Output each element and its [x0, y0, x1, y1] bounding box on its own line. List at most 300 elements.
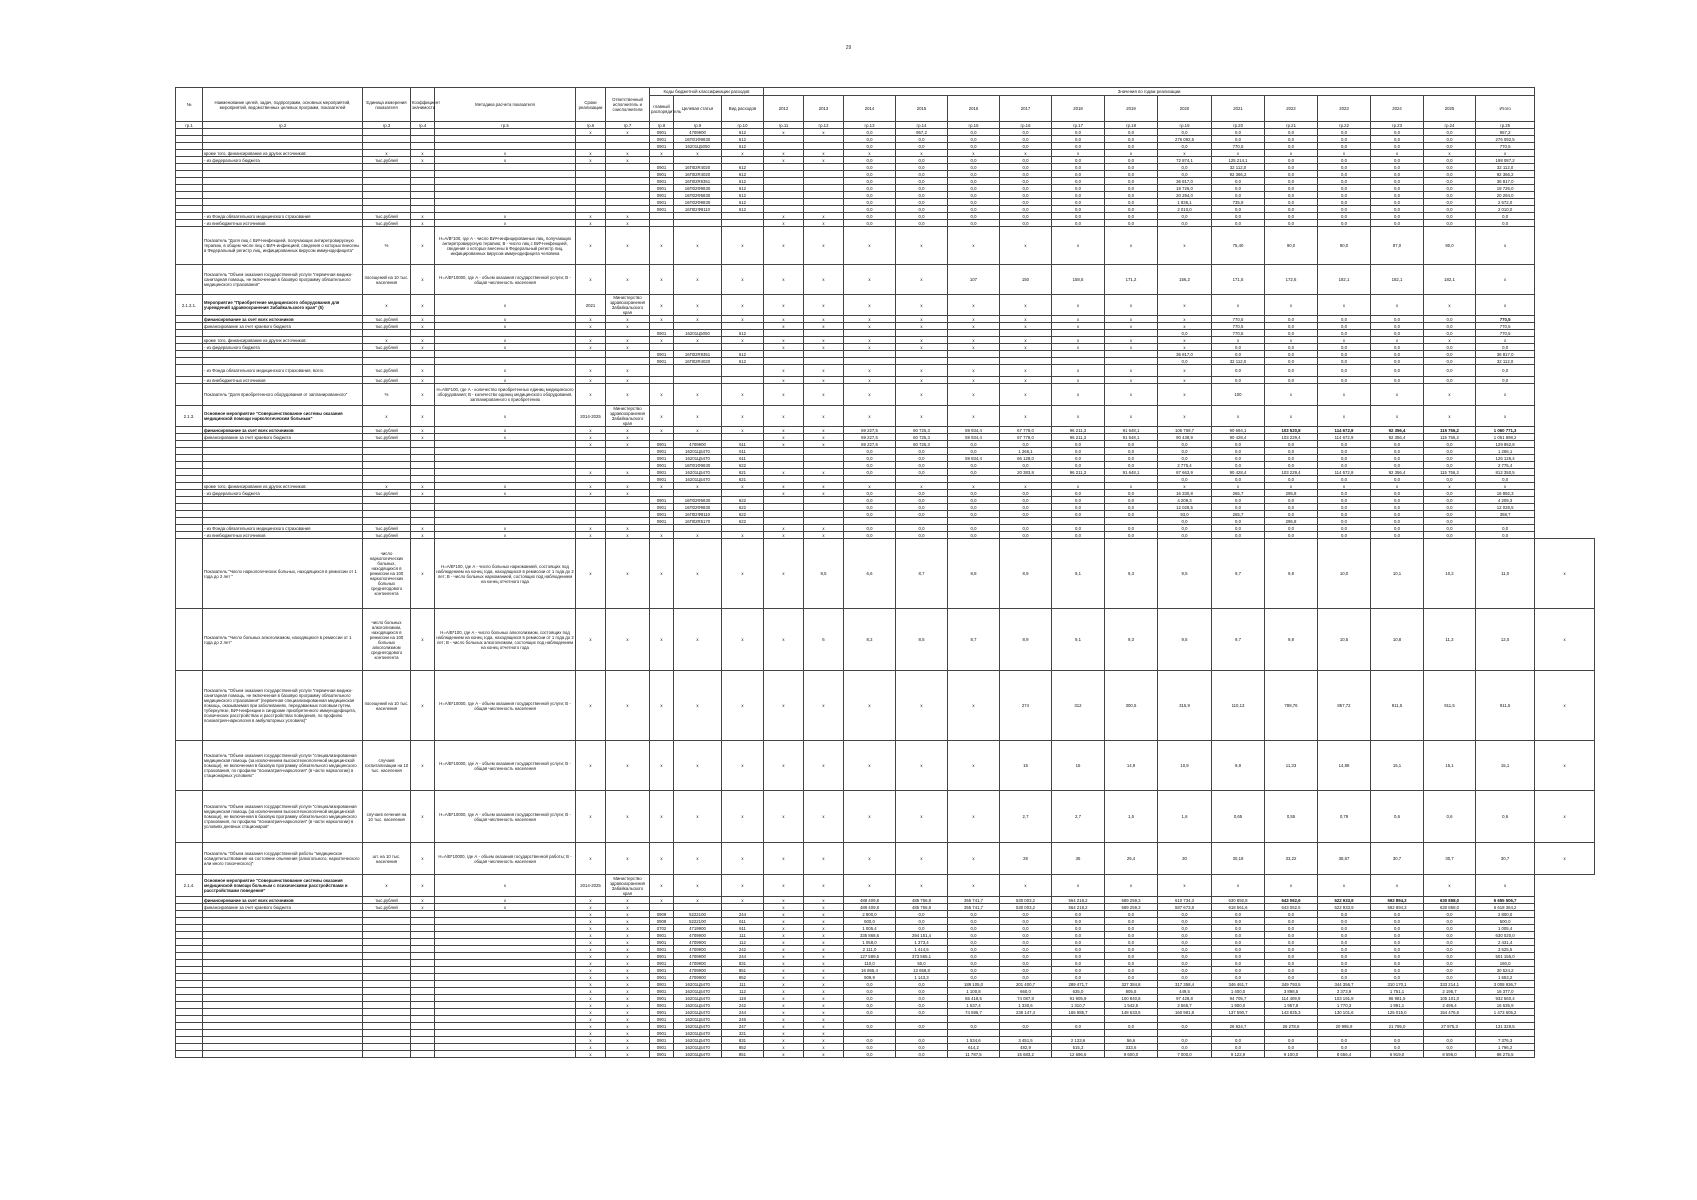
table-cell: x	[1424, 337, 1476, 344]
table-cell: x	[722, 227, 764, 265]
table-cell	[650, 220, 674, 227]
table-cell: x	[606, 129, 650, 136]
table-cell	[1000, 1030, 1052, 1037]
table-cell: x	[1318, 150, 1371, 157]
table-cell: 0,0	[1052, 157, 1105, 164]
table-cell	[1158, 1016, 1212, 1023]
table-cell: 92 366,2	[1476, 171, 1535, 178]
table-cell	[804, 178, 844, 185]
table-cell	[176, 911, 203, 918]
table-cell: 0,0	[1318, 925, 1371, 932]
header-unit: Единица измерения показателя	[363, 88, 411, 122]
table-cell: 114 672,9	[1318, 469, 1371, 476]
method-cell: x	[435, 897, 576, 904]
table-cell: 0,0	[1318, 518, 1371, 525]
table-cell: x	[606, 157, 650, 164]
table-cell	[674, 525, 722, 532]
table-cell: 3 525,5	[1476, 946, 1535, 953]
row-name-cell: - из федерального бюджета	[203, 490, 363, 497]
table-row	[176, 199, 1595, 206]
table-cell	[411, 981, 435, 988]
table-cell: 0901	[650, 995, 674, 1002]
table-cell: 0,0	[1052, 220, 1105, 227]
table-cell: 0,0	[1424, 143, 1476, 150]
table-cell: x	[1158, 344, 1212, 351]
table-cell	[363, 1037, 411, 1044]
table-cell: случаев лечения на 10 тыс. населения	[363, 791, 411, 843]
table-cell	[176, 1009, 203, 1016]
table-cell: 0,0	[1158, 974, 1212, 981]
table-cell: 0,0	[1212, 344, 1265, 351]
table-cell	[363, 185, 411, 192]
table-cell: 0901	[650, 932, 674, 939]
table-row	[176, 843, 1595, 875]
table-cell: 9 122,9	[1212, 1051, 1265, 1058]
table-cell: 16201Ц5470	[674, 1030, 722, 1037]
table-cell	[1371, 1016, 1424, 1023]
table-cell: x	[896, 875, 948, 897]
table-cell: x	[674, 150, 722, 157]
table-cell: 0,0	[948, 511, 1000, 518]
table-cell: 0,0	[1424, 206, 1476, 213]
table-row	[176, 967, 1595, 974]
table-cell: 32 112,0	[1476, 164, 1535, 171]
row-name-cell: Показатель "Объем оказания государственной работы "медицинское освидетельствование на состояние опьянения (алкогольного, наркотического или иного токсического)"	[203, 843, 363, 875]
table-cell: 4709900	[674, 939, 722, 946]
table-cell	[176, 462, 203, 469]
table-cell: 0,0	[1212, 953, 1265, 960]
table-cell: 0,0	[1371, 462, 1424, 469]
table-cell: 0,0	[948, 911, 1000, 918]
table-row	[176, 455, 1595, 462]
table-cell: 4 209,3	[1476, 497, 1535, 504]
method-cell	[435, 441, 576, 448]
table-cell	[176, 185, 203, 192]
table-cell: x	[948, 741, 1000, 791]
table-cell: x	[411, 539, 435, 609]
table-cell	[363, 455, 411, 462]
table-cell: x	[674, 539, 722, 609]
table-cell: 0,0	[896, 911, 948, 918]
table-cell: 0,0	[1424, 532, 1476, 539]
table-cell: x	[1476, 295, 1535, 316]
table-row	[176, 316, 1595, 323]
table-cell: 115 756,2	[1424, 434, 1476, 441]
table-cell: 0,0	[1158, 220, 1212, 227]
table-cell: 612	[722, 199, 764, 206]
table-cell	[1105, 358, 1158, 365]
table-cell: x	[804, 490, 844, 497]
table-cell	[411, 960, 435, 967]
table-cell: 349 793,5	[1265, 981, 1318, 988]
table-cell: x	[764, 337, 804, 344]
table-cell: x	[576, 1002, 606, 1009]
table-cell: x	[844, 295, 896, 316]
table-cell: 16201Ц5470	[674, 469, 722, 476]
table-cell: 0,0	[1000, 532, 1052, 539]
table-cell: x	[674, 875, 722, 897]
table-cell: x	[606, 344, 650, 351]
table-cell	[176, 897, 203, 904]
table-cell: 16201Ц5470	[674, 476, 722, 483]
table-cell: 488 409,8	[844, 897, 896, 904]
table-cell: 0,0	[896, 918, 948, 925]
table-cell: x	[606, 227, 650, 265]
table-cell	[411, 967, 435, 974]
table-body	[176, 122, 1595, 1058]
table-cell: 91 905,9	[1052, 995, 1105, 1002]
table-cell	[363, 351, 411, 358]
table-cell: 150	[1000, 265, 1052, 295]
table-cell: 0,0	[1265, 220, 1318, 227]
table-cell: x	[363, 295, 411, 316]
table-cell	[363, 1051, 411, 1058]
table-cell	[363, 511, 411, 518]
table-cell: x	[576, 925, 606, 932]
table-row	[176, 995, 1595, 1002]
table-cell: 16201Ц5470	[674, 1002, 722, 1009]
table-cell	[411, 178, 435, 185]
table-cell: 589 259,3	[1105, 897, 1158, 904]
table-cell: 0,0	[1212, 1037, 1265, 1044]
table-cell: 0,0	[1052, 939, 1105, 946]
method-cell	[435, 511, 576, 518]
table-cell	[576, 192, 606, 199]
table-cell: 0,0	[1212, 532, 1265, 539]
table-cell: 0,0	[1371, 178, 1424, 185]
table-cell: 0,0	[1265, 932, 1318, 939]
table-cell: 20 383,8	[1000, 469, 1052, 476]
table-cell: 0,0	[1212, 213, 1265, 220]
table-cell: x	[722, 150, 764, 157]
table-cell: x	[576, 220, 606, 227]
table-cell: x	[576, 967, 606, 974]
table-cell	[576, 171, 606, 178]
table-cell: x	[1052, 316, 1105, 323]
table-cell: x	[411, 227, 435, 265]
table-cell: x	[948, 365, 1000, 377]
table-cell: 2 565,7	[1158, 1002, 1212, 1009]
table-cell	[363, 1044, 411, 1051]
table-cell: 621	[722, 476, 764, 483]
table-cell: 11,3	[1424, 609, 1476, 671]
table-cell	[1476, 518, 1535, 525]
table-cell: 3 451,5	[1000, 1037, 1052, 1044]
table-row	[176, 358, 1595, 365]
method-cell: x	[435, 483, 576, 490]
table-cell: x	[896, 365, 948, 377]
table-cell: 0901	[650, 939, 674, 946]
table-cell	[176, 995, 203, 1002]
table-cell: x	[1158, 483, 1212, 490]
table-row	[176, 157, 1595, 164]
table-cell	[844, 330, 896, 337]
table-cell: 0,0	[1052, 504, 1105, 511]
table-cell: x	[1476, 265, 1535, 295]
table-cell: x	[804, 220, 844, 227]
method-cell	[435, 455, 576, 462]
program-table-sheet	[175, 87, 1595, 1058]
table-cell: 0,0	[1158, 939, 1212, 946]
header-term: Сроки реализации	[576, 88, 606, 122]
table-cell	[176, 1002, 203, 1009]
table-cell: 0,0	[1424, 185, 1476, 192]
table-cell	[804, 497, 844, 504]
table-cell: x	[1424, 295, 1476, 316]
method-cell	[435, 164, 576, 171]
table-cell	[363, 911, 411, 918]
table-cell: 8,2	[844, 609, 896, 671]
table-cell: тыс.рублей	[363, 344, 411, 351]
table-cell: x	[844, 671, 896, 741]
table-cell: 0,0	[1318, 455, 1371, 462]
method-cell	[435, 185, 576, 192]
table-cell: 0,0	[1052, 455, 1105, 462]
header-year: 2022	[1265, 96, 1318, 122]
table-cell: 8,9	[1000, 539, 1052, 609]
table-cell	[176, 532, 203, 539]
table-cell: x	[1535, 671, 1595, 741]
table-cell: x	[764, 988, 804, 995]
table-cell: 857,72	[1318, 671, 1371, 741]
table-cell: x	[606, 469, 650, 476]
table-cell: 0,0	[1424, 448, 1476, 455]
table-cell	[411, 164, 435, 171]
table-cell: x	[576, 469, 606, 476]
table-cell: x	[1318, 483, 1371, 490]
table-cell	[606, 185, 650, 192]
table-cell: 4709900	[674, 974, 722, 981]
table-cell: 0,0	[948, 490, 1000, 497]
table-cell: 182,1	[1318, 265, 1371, 295]
table-cell: 0,0	[844, 192, 896, 199]
table-cell: 0,0	[1158, 946, 1212, 953]
table-cell	[576, 330, 606, 337]
table-cell	[576, 455, 606, 462]
table-cell: 0,0	[1265, 511, 1318, 518]
table-cell: 9,8	[1265, 609, 1318, 671]
table-cell: x	[411, 157, 435, 164]
table-cell	[764, 462, 804, 469]
table-cell: 0,0	[896, 448, 948, 455]
table-cell: 0901	[650, 136, 674, 143]
table-cell: 770,5	[1212, 316, 1265, 323]
table-cell: 0,0	[1265, 1044, 1318, 1051]
table-cell: 831	[722, 960, 764, 967]
method-cell: x	[435, 427, 576, 434]
table-cell	[1158, 1030, 1212, 1037]
table-cell: x	[764, 469, 804, 476]
table-cell: 0,0	[1052, 974, 1105, 981]
table-cell	[411, 925, 435, 932]
table-row	[176, 497, 1595, 504]
table-cell: x	[576, 539, 606, 609]
table-cell	[650, 434, 674, 441]
table-cell: 0,0	[1318, 939, 1371, 946]
table-cell: x	[576, 1023, 606, 1030]
table-row	[176, 178, 1595, 185]
table-cell: 14,9	[1105, 741, 1158, 791]
table-cell: 0901	[650, 974, 674, 981]
table-cell: 0,0	[1424, 358, 1476, 365]
table-cell: x	[844, 316, 896, 323]
table-cell: x	[764, 946, 804, 953]
table-cell: x	[606, 150, 650, 157]
table-cell	[176, 164, 203, 171]
table-cell: 0,0	[1052, 136, 1105, 143]
table-cell: 0,0	[1212, 911, 1265, 918]
header-year: 2013	[804, 96, 844, 122]
table-cell: 0,0	[1371, 918, 1424, 925]
table-cell	[363, 981, 411, 988]
table-cell: x	[804, 981, 844, 988]
table-cell	[176, 150, 203, 157]
table-cell	[1052, 1016, 1105, 1023]
table-cell: x	[1052, 227, 1105, 265]
column-number: гр.15	[948, 122, 1000, 129]
row-name-cell	[203, 518, 363, 525]
table-cell: x	[804, 406, 844, 427]
table-cell: %	[363, 384, 411, 406]
table-cell: x	[606, 946, 650, 953]
header-total: Итого	[1476, 96, 1535, 122]
table-cell: 2014-2025	[576, 406, 606, 427]
table-cell	[1265, 1016, 1318, 1023]
table-row	[176, 918, 1595, 925]
table-cell: x	[764, 434, 804, 441]
table-cell: 1 400,0	[1212, 988, 1265, 995]
table-cell	[1052, 330, 1105, 337]
table-cell	[363, 164, 411, 171]
table-cell: x	[606, 843, 650, 875]
table-cell: 0,0	[1052, 967, 1105, 974]
table-cell: x	[650, 532, 674, 539]
table-cell: x	[411, 295, 435, 316]
table-cell: 1 100,8	[948, 988, 1000, 995]
table-cell: x	[1158, 384, 1212, 406]
table-cell: 0,0	[896, 199, 948, 206]
table-cell	[764, 455, 804, 462]
table-cell	[1476, 1016, 1535, 1023]
table-cell: 0,0	[1371, 164, 1424, 171]
table-cell	[606, 136, 650, 143]
table-cell: 911,5	[1476, 671, 1535, 741]
table-cell	[1000, 518, 1052, 525]
table-cell: x	[1105, 150, 1158, 157]
table-cell: x	[948, 316, 1000, 323]
table-cell: 94 705,7	[1212, 995, 1265, 1002]
table-cell: x	[674, 265, 722, 295]
table-cell: 2 572,0	[1476, 199, 1535, 206]
table-cell: 0,0	[948, 918, 1000, 925]
row-name-cell: финансирование за счет краевого бюджета	[203, 323, 363, 330]
table-cell: 1 310,7	[1052, 1002, 1105, 1009]
table-cell: 143 825,3	[1265, 1009, 1318, 1016]
row-name-cell	[203, 974, 363, 981]
table-cell: 0,0	[1000, 960, 1052, 967]
table-cell: x	[606, 213, 650, 220]
row-name-cell	[203, 358, 363, 365]
table-cell: 0,0	[1158, 1037, 1212, 1044]
table-cell: x	[804, 427, 844, 434]
table-cell: 0,0	[1000, 462, 1052, 469]
header-year: 2020	[1158, 96, 1212, 122]
table-cell	[844, 351, 896, 358]
table-cell: x	[764, 150, 804, 157]
table-cell	[363, 129, 411, 136]
table-cell: 0,0	[1105, 441, 1158, 448]
table-cell: 0,0	[896, 213, 948, 220]
row-name-cell	[203, 143, 363, 150]
table-cell: x	[804, 323, 844, 330]
row-name-cell: - из Фонда обязательного медицинского страхования	[203, 525, 363, 532]
table-cell: 137 590,7	[1212, 1009, 1265, 1016]
table-cell: 0,0	[1212, 504, 1265, 511]
header-year: 2024	[1371, 96, 1424, 122]
table-cell: 265,7	[1212, 490, 1265, 497]
table-cell: 0901	[650, 441, 674, 448]
table-cell	[176, 525, 203, 532]
table-cell: 3 008 936,7	[1476, 981, 1535, 988]
table-row	[176, 988, 1595, 995]
table-cell: x	[948, 875, 1000, 897]
table-row	[176, 504, 1595, 511]
method-cell: x	[435, 904, 576, 911]
method-cell	[435, 129, 576, 136]
table-cell: 0,0	[1371, 953, 1424, 960]
row-name-cell	[203, 1030, 363, 1037]
table-cell	[764, 199, 804, 206]
table-cell: x	[606, 741, 650, 791]
table-cell	[948, 351, 1000, 358]
table-cell	[722, 434, 764, 441]
table-cell: 0,0	[948, 199, 1000, 206]
table-cell: 0,0	[896, 490, 948, 497]
table-cell: 0,0	[1052, 462, 1105, 469]
table-cell	[411, 469, 435, 476]
table-cell: 69 227,5	[844, 441, 896, 448]
table-cell	[1105, 351, 1158, 358]
table-cell	[606, 171, 650, 178]
table-cell: 0,0	[896, 455, 948, 462]
table-cell: x	[804, 791, 844, 843]
table-cell: 0,0	[1265, 136, 1318, 143]
table-cell	[411, 192, 435, 199]
table-cell: 0,0	[1318, 136, 1371, 143]
table-cell	[176, 974, 203, 981]
table-cell: x	[804, 295, 844, 316]
table-cell: 0,0	[844, 988, 896, 995]
table-cell: 485 756,8	[896, 897, 948, 904]
table-cell: 0,0	[1318, 220, 1371, 227]
table-cell: 0,0	[1000, 171, 1052, 178]
table-cell: 4709900	[674, 441, 722, 448]
table-cell: 515,3	[1052, 1044, 1105, 1051]
table-cell: 611	[722, 925, 764, 932]
table-cell: x	[1105, 344, 1158, 351]
table-cell	[764, 192, 804, 199]
table-cell	[1318, 1016, 1371, 1023]
table-cell: 611	[722, 918, 764, 925]
table-cell: 0,0	[1424, 455, 1476, 462]
table-cell: x	[576, 791, 606, 843]
table-cell: 1 653,2	[1476, 974, 1535, 981]
table-cell: 788,76	[1265, 671, 1318, 741]
table-cell	[363, 925, 411, 932]
table-cell: 0,0	[1000, 143, 1052, 150]
table-cell: 16201Ц5050	[674, 143, 722, 150]
table-cell: 92 356,4	[1371, 434, 1424, 441]
